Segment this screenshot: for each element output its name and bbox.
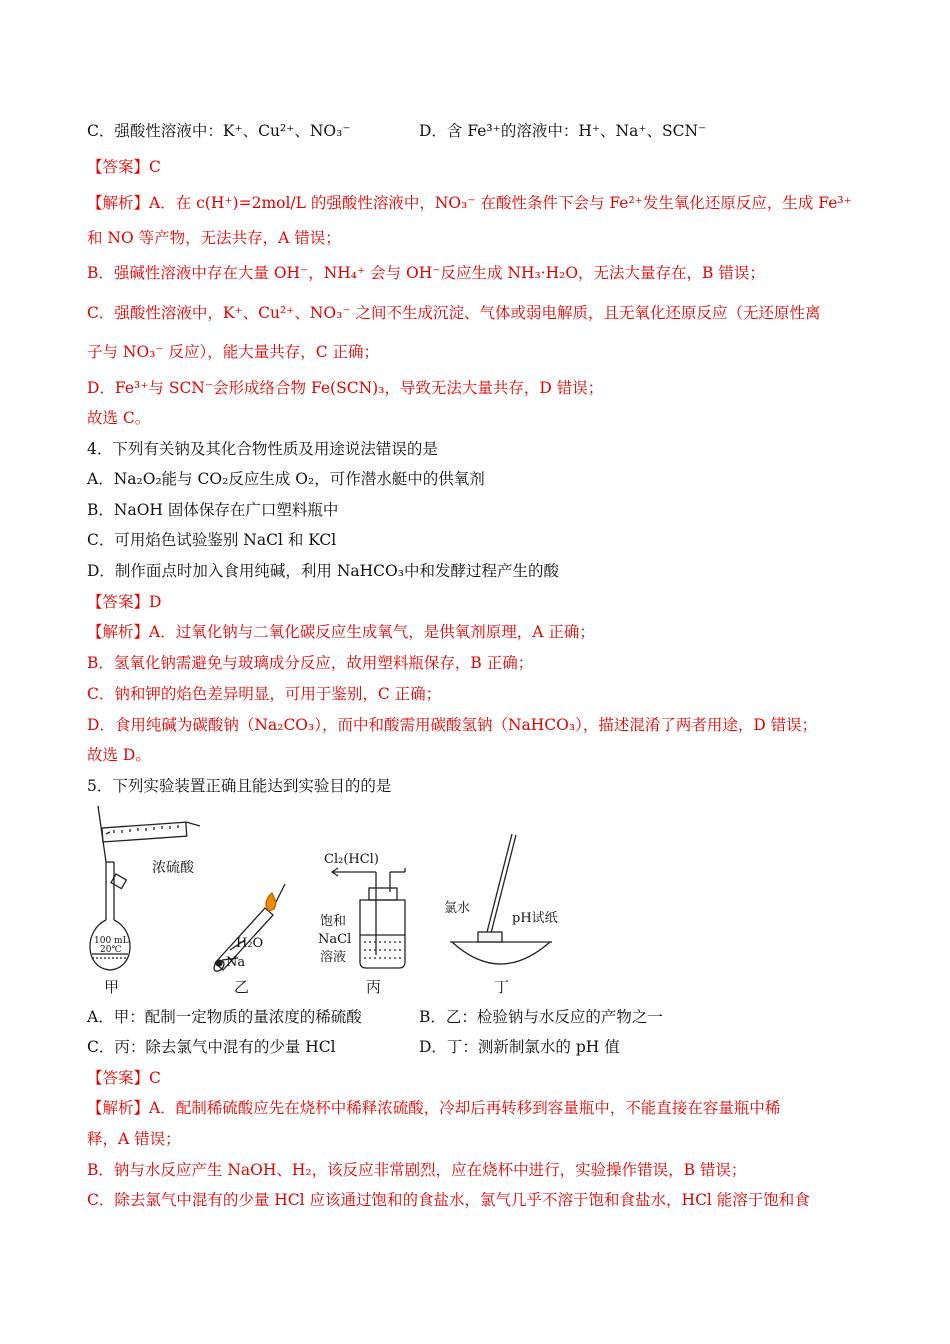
fig-ding-chlorine-water: 氯水: [444, 901, 471, 916]
q4-stem: 4．下列有关钠及其化合物性质及用途说法错误的是: [87, 440, 438, 458]
q3-option-c: C．强酸性溶液中：K⁺、Cu²⁺、NO₃⁻: [87, 122, 351, 140]
q3-analysis-line: D．Fe³⁺与 SCN⁻会形成络合物 Fe(SCN)₃，导致无法大量共存，D 错误；: [87, 379, 604, 397]
q5-option-d: D．丁：测新制氯水的 pH 值: [419, 1038, 620, 1056]
fig-label-jia: 甲: [104, 978, 120, 996]
q3-analysis-line: B．强碱性溶液中存在大量 OH⁻，NH₄⁺ 会与 OH⁻反应生成 NH₃·H₂O，无法大量存在，B 错误；: [87, 264, 765, 282]
q5-stem: 5．下列实验装置正确且能达到实验目的的是: [87, 777, 392, 795]
q3-analysis-line: 【解析】A．在 c(H⁺)=2mol/L 的强酸性溶液中，NO₃⁻ 在酸性条件下会与 Fe²⁺发生氧化还原反应，生成 Fe³⁺: [87, 194, 852, 212]
q4-conclusion: 故选 D。: [87, 746, 151, 764]
q5-analysis-line: C．除去氯气中混有的少量 HCl 应该通过饱和的食盐水，氯气几乎不溶于饱和食盐水，HCl 能溶于饱和食: [87, 1191, 810, 1209]
fig-jia-volume: 100 mL: [94, 936, 129, 946]
fig-yi-water: H₂O: [236, 936, 264, 951]
fig-jia-acid-label: 浓硫酸: [152, 860, 194, 876]
fig-jia-temp: 20℃: [100, 945, 122, 955]
fig-bing-solution: NaCl: [318, 932, 352, 947]
q4-option-c: C．可用焰色试验鉴别 NaCl 和 KCl: [87, 531, 337, 549]
fig-label-bing: 丙: [366, 978, 382, 996]
q4-analysis-line: B．氢氧化钠需避免与玻璃成分反应，故用塑料瓶保存，B 正确；: [87, 654, 534, 672]
q5-analysis-line: B．钠与水反应产生 NaOH、H₂，该反应非常剧烈，应在烧杯中进行，实验操作错误，B 错误；: [87, 1161, 747, 1179]
q3-answer: 【答案】C: [87, 158, 161, 176]
fig-ding-ph-paper: pH试纸: [512, 911, 558, 926]
q4-option-a: A．Na₂O₂能与 CO₂反应生成 O₂，可作潜水艇中的供氧剂: [87, 470, 485, 488]
fig-label-yi: 乙: [234, 978, 250, 996]
q4-analysis-line: 【解析】A．过氧化钠与二氧化碳反应生成氧气，是供氧剂原理，A 正确；: [87, 623, 595, 641]
q4-answer: 【答案】D: [87, 593, 162, 611]
q4-option-d: D．制作面点时加入食用纯碱，利用 NaHCO₃中和发酵过程产生的酸: [87, 562, 559, 580]
q5-option-b: B．乙：检验钠与水反应的产物之一: [419, 1008, 663, 1026]
q4-analysis-line: D．食用纯碱为碳酸钠（Na₂CO₃），而中和酸需用碳酸氢钠（NaHCO₃），描述混淆了两者用途，D 错误；: [87, 716, 818, 734]
q4-analysis-line: C．钠和钾的焰色差异明显，可用于鉴别，C 正确；: [87, 685, 442, 703]
q3-analysis-line: 子与 NO₃⁻ 反应），能大量共存，C 正确；: [87, 343, 380, 361]
fig-bing-solution: 饱和: [320, 914, 347, 929]
q3-analysis-line: C．强酸性溶液中，K⁺、Cu²⁺、NO₃⁻ 之间不生成沉淀、气体或弱电解质，且无氧化还原反应（无还原性离: [87, 304, 821, 322]
q3-option-d: D．含 Fe³⁺的溶液中：H⁺、Na⁺、SCN⁻: [419, 122, 707, 140]
q5-apparatus-figure: [80, 800, 600, 1000]
q5-option-a: A．甲：配制一定物质的量浓度的稀硫酸: [87, 1008, 362, 1026]
q5-analysis-line: 释，A 错误；: [87, 1130, 181, 1148]
fig-bing-solution: 溶液: [320, 950, 347, 965]
q5-analysis-line: 【解析】A．配制稀硫酸应先在烧杯中稀释浓硫酸，冷却后再转移到容量瓶中，不能直接在容量瓶中稀: [87, 1099, 781, 1117]
fig-label-ding: 丁: [494, 978, 510, 996]
fig-yi-sodium: Na: [226, 955, 246, 970]
q5-option-c: C．丙：除去氯气中混有的少量 HCl: [87, 1038, 336, 1056]
fig-bing-gas: Cl₂(HCl): [324, 852, 379, 867]
q3-analysis-line: 和 NO 等产物，无法共存，A 错误；: [87, 229, 341, 247]
q4-option-b: B．NaOH 固体保存在广口塑料瓶中: [87, 501, 339, 519]
q3-conclusion: 故选 C。: [87, 409, 151, 427]
q5-answer: 【答案】C: [87, 1069, 161, 1087]
